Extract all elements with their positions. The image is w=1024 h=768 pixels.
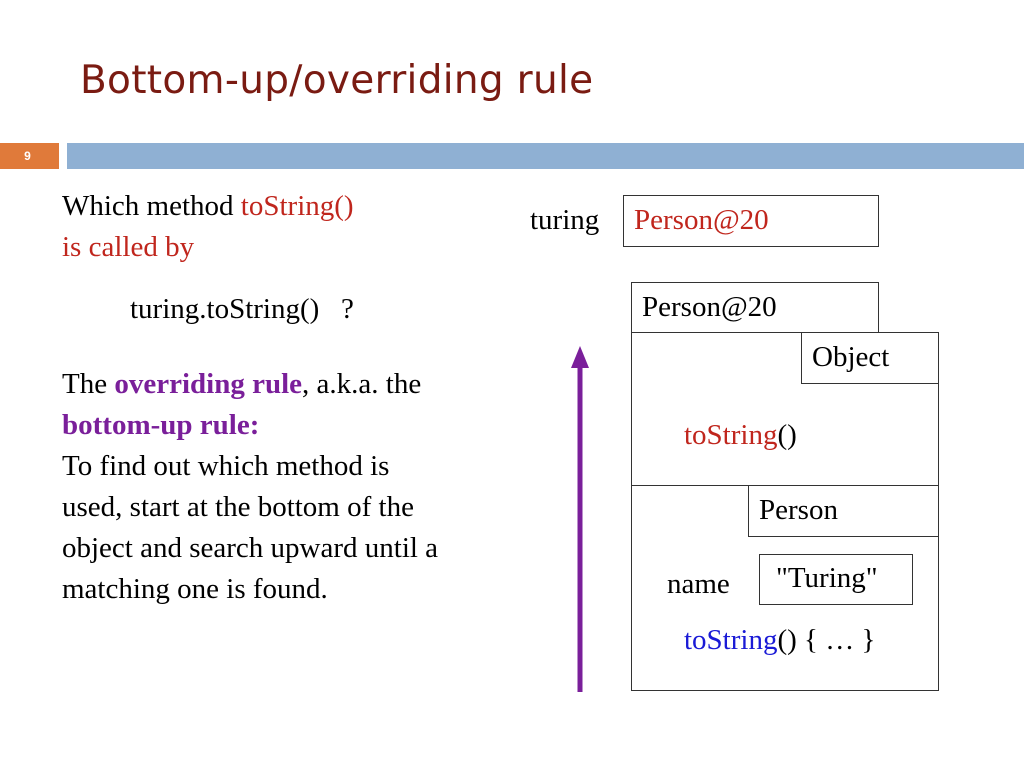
rule-term-overriding: overriding rule — [114, 368, 303, 400]
object-method-name: toString — [684, 419, 778, 451]
question-line-1 — [62, 186, 354, 227]
question-prefix: Which method — [62, 190, 241, 222]
header-bar — [67, 143, 1024, 169]
variable-label: turing — [530, 204, 600, 236]
variable-box — [623, 195, 879, 247]
person-tostring-method — [684, 624, 875, 657]
object-class-label: Object — [812, 341, 890, 373]
person-class-label-box — [748, 485, 939, 537]
rule-body-line: used, start at the bottom of the — [62, 491, 414, 523]
question-method: toString() — [240, 190, 354, 222]
object-class-label-box — [801, 332, 939, 384]
arrow-head — [571, 346, 589, 368]
rule-term-bottom-up: bottom-up rule: — [62, 409, 260, 441]
person-method-name: toString — [684, 624, 778, 656]
slide-number: 9 — [0, 143, 59, 169]
rule-body-line: To find out which method is — [62, 450, 390, 482]
question-line-2: is called by — [62, 231, 195, 263]
upward-search-arrow — [565, 344, 595, 696]
person-field-value-box — [759, 554, 913, 605]
object-method-suffix: () — [777, 419, 797, 451]
object-name-tab — [631, 282, 879, 334]
variable-value: Person@20 — [634, 204, 769, 236]
slide-title: Bottom-up/overriding rule — [80, 58, 594, 103]
person-field-label: name — [667, 568, 730, 600]
rule-prefix: The — [62, 368, 115, 400]
rule-line-1 — [62, 364, 421, 405]
question-call: turing.toString() ? — [130, 293, 354, 325]
person-method-suffix: () { … } — [777, 624, 876, 656]
rule-body-line: matching one is found. — [62, 573, 328, 605]
object-tostring-method — [684, 419, 797, 452]
rule-body-line: object and search upward until a — [62, 532, 439, 564]
person-class-label: Person — [759, 494, 838, 526]
object-name: Person@20 — [642, 291, 777, 323]
person-field-value: "Turing" — [776, 562, 878, 594]
rule-middle: , a.k.a. the — [302, 368, 422, 400]
